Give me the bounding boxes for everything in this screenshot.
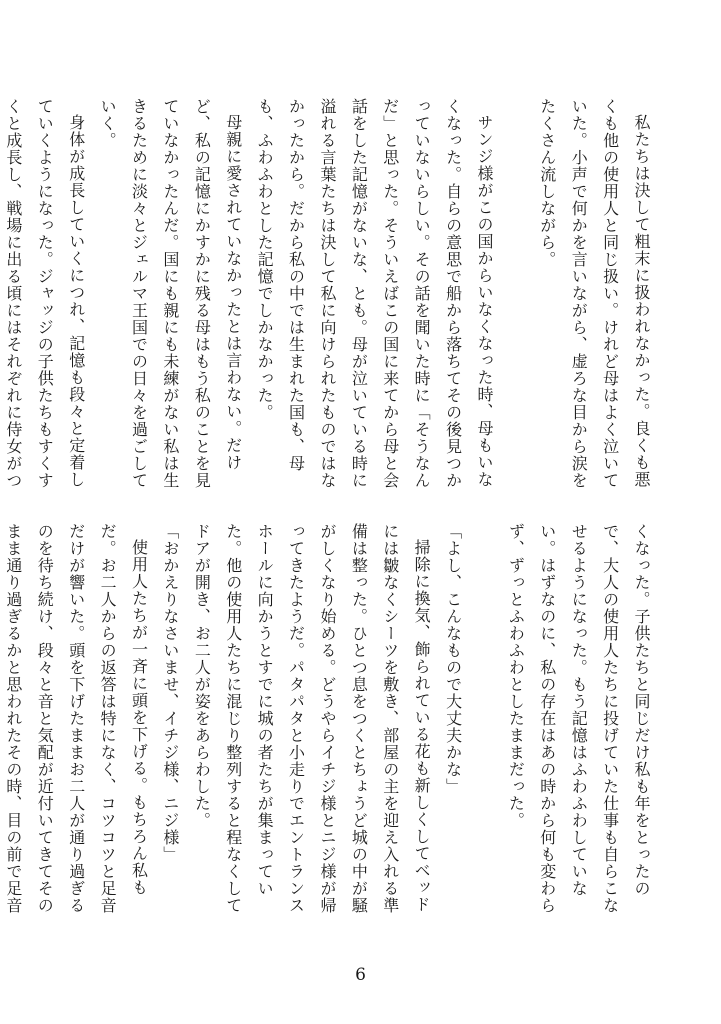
paragraph: 身体が成長していくにつれ、記憶も段々と定着していくようになった。ジャッジの子供たちもすくすくと成長し、戦場に出る頃にはそれぞれに侍女がつ — [3, 98, 86, 489]
upper-text-block — [3, 98, 657, 496]
paragraph: 使用人たちが一斉に頭を下げる。もちろん私もだ。お二人からの返答は特になく、コツコツと足音だけが響いた。頭を下げたままお二人が通り過ぎるのを待ち続け、段々と音と気配が近付いてきてそのまま通り過ぎるかと思われたその時、目の前で足音 — [3, 523, 149, 914]
page-number: 6 — [355, 965, 366, 985]
lower-text-block — [3, 523, 657, 921]
paragraph-spacer — [469, 523, 500, 921]
paragraph: サンジ様がこの国からいなくなった時、母もいなくなった。自らの意思で船から落ちてその後見つかっていないらしい。その話を聞いた時に「そうなんだ」と思った。そういえばこの国に来てから母と会話をした記憶がないな、とも。母が泣いている時に溢れる言葉たちは決して私に向けられたものではなかったから。だから私の中では生まれた国も、母も、ふわふわとした記憶でしかなかった。 — [255, 98, 494, 489]
paragraph: 私たちは決して粗末に扱われなかった。良くも悪くも他の使用人と同じ扱い。けれど母はよく泣いていた。小声で何かを言いながら、虚ろな目から涙をたくさん流しながら。 — [537, 98, 651, 489]
paragraph: くなった。子供たちと同じだけ私も年をとったので、大人の使用人たちに投げていた仕事も自らこなせるようになった。もう記憶はふわふわしていない。はずなのに、私の存在はあの時から何も変わらず、ずっとふわふわとしたままだった。 — [506, 523, 651, 914]
dialogue-line: 「おかえりなさいませ、イチジ様、ニジ様」 — [160, 523, 180, 863]
paragraph: 母親に愛されていなかったとは言わない。だけど、私の記憶にかすかに残る母はもう私のことを見ていなかったんだ。国にも親にも未練がない私は生きるために淡々とジェルマ王国での日々を過ごしていく。 — [98, 98, 243, 489]
paragraph: 掃除に換気、飾られている花も新しくしてベッドには皺なくシーツを敷き、部屋の主を迎え入れる準備は整った。ひとつ息をつくとちょうど城の中が騒がしくなり始める。どうやらイチジ様とニジ様が帰ってきたようだ。パタパタと小走りでエントランスホールに向かうとすでに城の者たちが集まっていた。他の使用人たちに混じり整列すると程なくしてドアが開き、お二人が姿をあらわした。 — [192, 523, 432, 914]
dialogue-line: 「よし、こんなもので大丈夫かな」 — [443, 523, 463, 795]
paragraph-spacer — [500, 98, 531, 496]
